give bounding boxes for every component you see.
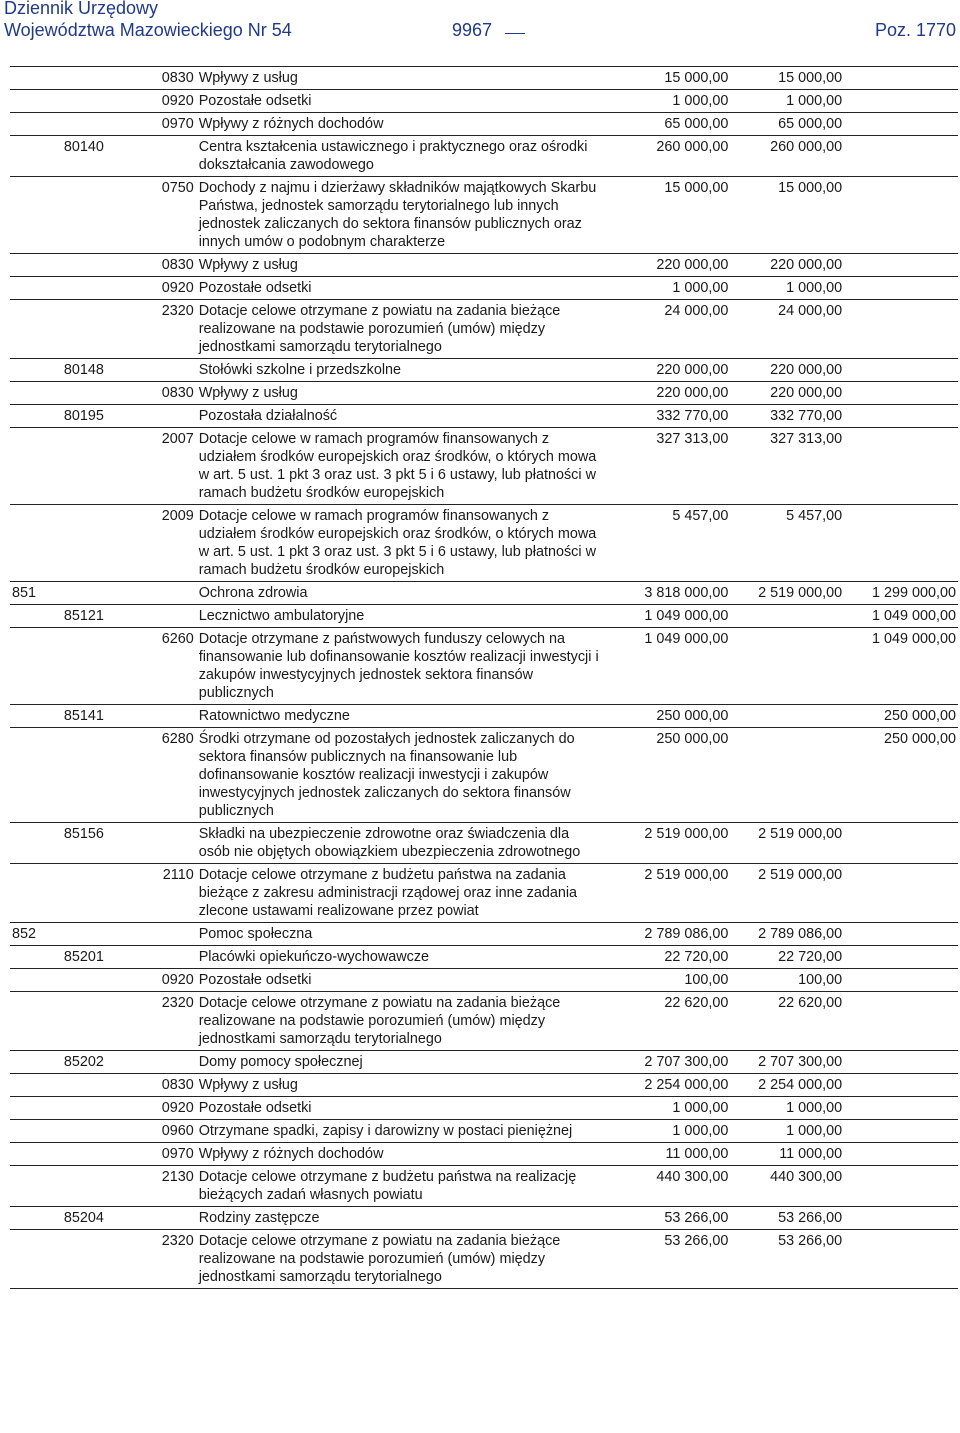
amount-property-cell [842,969,958,992]
description-text: Dotacje celowe otrzymane z powiatu na zadania bieżące realizowane na podstawie porozumień (umów) między jednostkami samorządu terytorialnego [198,303,561,355]
description-text: Dotacje otrzymane z państwowych funduszy celowych na finansowanie lub dofinansowanie kosztów realizacji inwestycji i zakupów inwestycyjnych jednostek sektora finansów publicznych [198,631,599,701]
paragraf-cell: 0920 [144,1097,199,1120]
table-row [10,359,958,382]
amount-property-cell: 1 049 000,00 [842,605,958,628]
dzial-cell [10,1143,64,1166]
description-text: Wpływy z usług [198,70,298,86]
description-cell [199,1230,613,1289]
table-row [10,113,958,136]
dzial-cell [10,605,64,628]
table-row [10,582,958,605]
journal-issue: Województwa Mazowieckiego Nr 54 [4,20,292,40]
description-cell [199,1143,613,1166]
rozdzial-cell [64,300,144,359]
amount-current-cell: 15 000,00 [728,177,842,254]
amount-current-cell [728,628,842,705]
dzial-cell [10,300,64,359]
amount-current-cell: 1 000,00 [728,1120,842,1143]
table-row [10,864,958,923]
dzial-cell [10,505,64,582]
page-number: 9967 [452,20,493,40]
paragraf-cell: 0970 [144,113,199,136]
table-row [10,136,958,177]
table-row [10,1143,958,1166]
description-cell [199,728,613,823]
dzial-cell [10,382,64,405]
dzial-cell [10,254,64,277]
table-row [10,605,958,628]
table-row [10,1051,958,1074]
paragraf-cell: 0970 [144,1143,199,1166]
paragraf-cell [144,605,199,628]
description-text: Dotacje celowe otrzymane z budżetu państwa na realizację bieżących zadań własnych powiatu [198,1169,577,1203]
dzial-cell [10,405,64,428]
amount-property-cell [842,1166,958,1207]
description-text: Wpływy z różnych dochodów [198,1146,384,1162]
dzial-cell [10,136,64,177]
amount-total-cell: 5 457,00 [613,505,729,582]
dzial-cell [10,1230,64,1289]
amount-current-cell [728,728,842,823]
amount-property-cell [842,177,958,254]
dzial-cell [10,1074,64,1097]
amount-total-cell: 1 049 000,00 [613,628,729,705]
paragraf-cell: 2320 [144,1230,199,1289]
description-text: Dotacje celowe otrzymane z powiatu na zadania bieżące realizowane na podstawie porozumień (umów) między jednostkami samorządu terytorialnego [198,995,561,1047]
amount-total-cell: 53 266,00 [613,1230,729,1289]
amount-property-cell [842,428,958,505]
dzial-cell [10,90,64,113]
amount-current-cell: 332 770,00 [728,405,842,428]
amount-current-cell: 220 000,00 [728,254,842,277]
table-row [10,1207,958,1230]
rozdzial-cell [64,582,144,605]
description-text: Wpływy z usług [198,257,298,273]
amount-current-cell: 440 300,00 [728,1166,842,1207]
amount-property-cell [842,1207,958,1230]
amount-total-cell: 220 000,00 [613,359,729,382]
description-text: Dotacje celowe w ramach programów finansowanych z udziałem środków europejskich oraz środków, o których mowa w art. 5 ust. 1 pkt 3 oraz ust. 3 pkt 5 i 6 ustawy, lub płatności w ramach budżetu środków europejskich [198,431,597,501]
rozdzial-cell [64,992,144,1051]
description-cell [199,1120,613,1143]
amount-total-cell: 65 000,00 [613,113,729,136]
amount-current-cell: 2 789 086,00 [728,923,842,946]
amount-property-cell [842,1097,958,1120]
description-text: Domy pomocy społecznej [198,1054,363,1070]
paragraf-cell: 2320 [144,300,199,359]
table-row [10,628,958,705]
description-cell [199,254,613,277]
amount-current-cell: 260 000,00 [728,136,842,177]
budget-table [10,66,958,1289]
paragraf-cell: 0830 [144,1074,199,1097]
amount-property-cell: 250 000,00 [842,705,958,728]
description-text: Dotacje celowe w ramach programów finansowanych z udziałem środków europejskich oraz środków, o których mowa w art. 5 ust. 1 pkt 3 oraz ust. 3 pkt 5 i 6 ustawy, lub płatności w ramach budżetu środków europejskich [198,508,597,578]
dzial-cell [10,1166,64,1207]
table-row [10,969,958,992]
description-cell [199,382,613,405]
paragraf-cell: 0920 [144,90,199,113]
paragraf-cell [144,1051,199,1074]
description-text: Dotacje celowe otrzymane z budżetu państwa na zadania bieżące z zakresu administracji rządowej oraz inne zadania zlecone ustawami realizowane przez powiat [198,867,578,919]
rozdzial-cell: 85156 [64,823,144,864]
amount-property-cell [842,382,958,405]
dzial-cell [10,277,64,300]
amount-property-cell: 1 299 000,00 [842,582,958,605]
page-header [0,0,960,44]
rozdzial-cell: 80148 [64,359,144,382]
description-cell [199,946,613,969]
amount-current-cell: 5 457,00 [728,505,842,582]
rozdzial-cell [64,728,144,823]
amount-property-cell [842,1051,958,1074]
dzial-cell [10,705,64,728]
paragraf-cell: 6280 [144,728,199,823]
description-text: Pozostałe odsetki [198,280,312,296]
amount-property-cell [842,113,958,136]
description-cell [199,582,613,605]
amount-property-cell [842,254,958,277]
amount-current-cell: 220 000,00 [728,359,842,382]
rozdzial-cell: 85201 [64,946,144,969]
amount-total-cell: 220 000,00 [613,382,729,405]
table-row [10,823,958,864]
rozdzial-cell [64,923,144,946]
rozdzial-cell: 85121 [64,605,144,628]
description-cell [199,1097,613,1120]
rozdzial-cell [64,113,144,136]
rozdzial-cell [64,1074,144,1097]
description-text: Wpływy z różnych dochodów [198,116,384,132]
amount-total-cell: 1 000,00 [613,1120,729,1143]
description-cell [199,864,613,923]
amount-total-cell: 1 000,00 [613,277,729,300]
table-row [10,923,958,946]
dzial-cell [10,1207,64,1230]
paragraf-cell: 0750 [144,177,199,254]
amount-property-cell [842,992,958,1051]
table-row [10,428,958,505]
description-cell [199,969,613,992]
journal-title: Dziennik Urzędowy [4,0,159,18]
amount-property-cell [842,300,958,359]
paragraf-cell [144,923,199,946]
description-cell [199,428,613,505]
description-text: Wpływy z usług [198,1077,298,1093]
description-text: Ratownictwo medyczne [198,708,350,724]
amount-total-cell: 2 707 300,00 [613,1051,729,1074]
paragraf-cell: 2320 [144,992,199,1051]
description-text: Placówki opiekuńczo-wychowawcze [198,949,430,965]
description-cell [199,177,613,254]
rozdzial-cell: 80140 [64,136,144,177]
amount-total-cell: 1 000,00 [613,1097,729,1120]
description-cell [199,605,613,628]
amount-property-cell [842,277,958,300]
amount-total-cell: 2 519 000,00 [613,864,729,923]
amount-current-cell: 220 000,00 [728,382,842,405]
dzial-cell [10,428,64,505]
description-text: Rodziny zastępcze [198,1210,320,1226]
paragraf-cell [144,405,199,428]
description-text: Lecznictwo ambulatoryjne [198,608,365,624]
description-cell [199,1166,613,1207]
amount-total-cell: 250 000,00 [613,728,729,823]
description-cell [199,136,613,177]
dzial-cell [10,1051,64,1074]
description-cell [199,67,613,90]
amount-current-cell: 2 519 000,00 [728,864,842,923]
paragraf-cell: 0920 [144,969,199,992]
rozdzial-cell: 85202 [64,1051,144,1074]
paragraf-cell [144,1207,199,1230]
dzial-cell [10,1120,64,1143]
amount-property-cell [842,90,958,113]
dzial-cell [10,67,64,90]
paragraf-cell [144,136,199,177]
description-cell [199,300,613,359]
rozdzial-cell [64,628,144,705]
table-row [10,1097,958,1120]
paragraf-cell: 0830 [144,254,199,277]
rozdzial-cell [64,1143,144,1166]
amount-total-cell: 3 818 000,00 [613,582,729,605]
position-number: Poz. 1770 [874,20,956,40]
description-cell [199,823,613,864]
rozdzial-cell [64,382,144,405]
rozdzial-cell: 80195 [64,405,144,428]
description-cell [199,405,613,428]
amount-property-cell [842,823,958,864]
rozdzial-cell: 85141 [64,705,144,728]
amount-total-cell: 332 770,00 [613,405,729,428]
amount-current-cell: 2 519 000,00 [728,582,842,605]
table-row [10,254,958,277]
table-row [10,277,958,300]
amount-total-cell: 24 000,00 [613,300,729,359]
description-text: Wpływy z usług [198,385,298,401]
amount-total-cell: 22 720,00 [613,946,729,969]
paragraf-cell: 0830 [144,67,199,90]
rozdzial-cell [64,1230,144,1289]
amount-current-cell: 1 000,00 [728,277,842,300]
amount-property-cell [842,864,958,923]
rozdzial-cell [64,67,144,90]
table-row [10,946,958,969]
rozdzial-cell [64,505,144,582]
amount-property-cell [842,923,958,946]
amount-property-cell: 250 000,00 [842,728,958,823]
paragraf-cell [144,582,199,605]
amount-property-cell [842,405,958,428]
table-row [10,1230,958,1289]
table-row [10,1166,958,1207]
amount-current-cell: 22 620,00 [728,992,842,1051]
amount-property-cell: 1 049 000,00 [842,628,958,705]
description-text: Składki na ubezpieczenie zdrowotne oraz świadczenia dla osób nie objętych obowiązkiem ubezpieczenia zdrowotnego [198,826,581,860]
amount-total-cell: 440 300,00 [613,1166,729,1207]
amount-total-cell: 53 266,00 [613,1207,729,1230]
table-row [10,405,958,428]
amount-total-cell: 15 000,00 [613,67,729,90]
table-row [10,1074,958,1097]
amount-property-cell [842,505,958,582]
paragraf-cell: 6260 [144,628,199,705]
amount-property-cell [842,1120,958,1143]
table-row [10,382,958,405]
amount-current-cell: 2 519 000,00 [728,823,842,864]
amount-total-cell: 250 000,00 [613,705,729,728]
dzial-cell [10,728,64,823]
table-row [10,1120,958,1143]
table-row [10,992,958,1051]
amount-current-cell: 15 000,00 [728,67,842,90]
table-row [10,90,958,113]
description-text: Dotacje celowe otrzymane z powiatu na zadania bieżące realizowane na podstawie porozumień (umów) między jednostkami samorządu terytorialnego [198,1233,561,1285]
amount-total-cell: 1 049 000,00 [613,605,729,628]
paragraf-cell: 2130 [144,1166,199,1207]
description-text: Dochody z najmu i dzierżawy składników majątkowych Skarbu Państwa, jednostek samorządu terytorialnego lub innych jednostek zaliczanych do sektora finansów publicznych oraz innych umów o podobnym charakterze [198,180,597,250]
table-row [10,67,958,90]
amount-total-cell: 1 000,00 [613,90,729,113]
table-row [10,505,958,582]
amount-property-cell [842,136,958,177]
amount-total-cell: 15 000,00 [613,177,729,254]
paragraf-cell [144,823,199,864]
rozdzial-cell: 85204 [64,1207,144,1230]
paragraf-cell [144,946,199,969]
description-cell [199,923,613,946]
amount-current-cell: 22 720,00 [728,946,842,969]
description-cell [199,113,613,136]
amount-current-cell: 24 000,00 [728,300,842,359]
amount-current-cell: 100,00 [728,969,842,992]
amount-total-cell: 2 789 086,00 [613,923,729,946]
dzial-cell [10,992,64,1051]
amount-current-cell: 53 266,00 [728,1207,842,1230]
description-cell [199,90,613,113]
description-cell [199,1207,613,1230]
amount-current-cell: 1 000,00 [728,1097,842,1120]
dzial-cell [10,969,64,992]
rozdzial-cell [64,177,144,254]
header-dash [505,33,525,34]
dzial-cell [10,628,64,705]
table-row [10,300,958,359]
amount-current-cell: 1 000,00 [728,90,842,113]
paragraf-cell [144,705,199,728]
amount-total-cell: 260 000,00 [613,136,729,177]
rozdzial-cell [64,90,144,113]
amount-property-cell [842,946,958,969]
dzial-cell: 852 [10,923,64,946]
description-text: Stołówki szkolne i przedszkolne [198,362,402,378]
amount-total-cell: 220 000,00 [613,254,729,277]
amount-current-cell: 65 000,00 [728,113,842,136]
rozdzial-cell [64,969,144,992]
rozdzial-cell [64,254,144,277]
amount-current-cell: 327 313,00 [728,428,842,505]
paragraf-cell: 0920 [144,277,199,300]
amount-total-cell: 2 519 000,00 [613,823,729,864]
description-text: Pomoc społeczna [198,926,313,942]
amount-total-cell: 11 000,00 [613,1143,729,1166]
table-row [10,705,958,728]
dzial-cell [10,946,64,969]
description-cell [199,277,613,300]
amount-current-cell: 2 707 300,00 [728,1051,842,1074]
dzial-cell [10,823,64,864]
amount-current-cell: 11 000,00 [728,1143,842,1166]
description-cell [199,505,613,582]
dzial-cell [10,1097,64,1120]
dzial-cell [10,177,64,254]
rozdzial-cell [64,1166,144,1207]
table-row [10,177,958,254]
description-text: Pozostałe odsetki [198,93,312,109]
amount-property-cell [842,359,958,382]
paragraf-cell: 2009 [144,505,199,582]
rozdzial-cell [64,1097,144,1120]
description-text: Ochrona zdrowia [198,585,308,601]
description-text: Pozostałe odsetki [198,1100,312,1116]
description-text: Pozostała działalność [198,408,338,424]
amount-total-cell: 22 620,00 [613,992,729,1051]
amount-property-cell [842,1143,958,1166]
paragraf-cell: 2007 [144,428,199,505]
dzial-cell: 851 [10,582,64,605]
amount-property-cell [842,1074,958,1097]
description-cell [199,359,613,382]
amount-current-cell: 2 254 000,00 [728,1074,842,1097]
paragraf-cell: 0960 [144,1120,199,1143]
description-text: Otrzymane spadki, zapisy i darowizny w postaci pieniężnej [198,1123,573,1139]
paragraf-cell: 0830 [144,382,199,405]
table-row [10,728,958,823]
description-cell [199,705,613,728]
rozdzial-cell [64,864,144,923]
rozdzial-cell [64,1120,144,1143]
dzial-cell [10,359,64,382]
amount-total-cell: 2 254 000,00 [613,1074,729,1097]
dzial-cell [10,864,64,923]
description-text: Środki otrzymane od pozostałych jednostek zaliczanych do sektora finansów publicznych na finansowanie lub dofinansowanie kosztów realizacji inwestycji i zakupów inwestycyjnych jednostek zaliczanych do sektora finansów publicznych [198,731,575,819]
amount-current-cell [728,605,842,628]
amount-total-cell: 327 313,00 [613,428,729,505]
description-text: Pozostałe odsetki [198,972,312,988]
description-text: Centra kształcenia ustawicznego i praktycznego oraz ośrodki dokształcania zawodowego [198,139,588,173]
amount-current-cell [728,705,842,728]
amount-property-cell [842,67,958,90]
dzial-cell [10,113,64,136]
amount-total-cell: 100,00 [613,969,729,992]
description-cell [199,628,613,705]
description-cell [199,1074,613,1097]
amount-property-cell [842,1230,958,1289]
paragraf-cell [144,359,199,382]
rozdzial-cell [64,428,144,505]
rozdzial-cell [64,277,144,300]
amount-current-cell: 53 266,00 [728,1230,842,1289]
paragraf-cell: 2110 [144,864,199,923]
description-cell [199,1051,613,1074]
description-cell [199,992,613,1051]
